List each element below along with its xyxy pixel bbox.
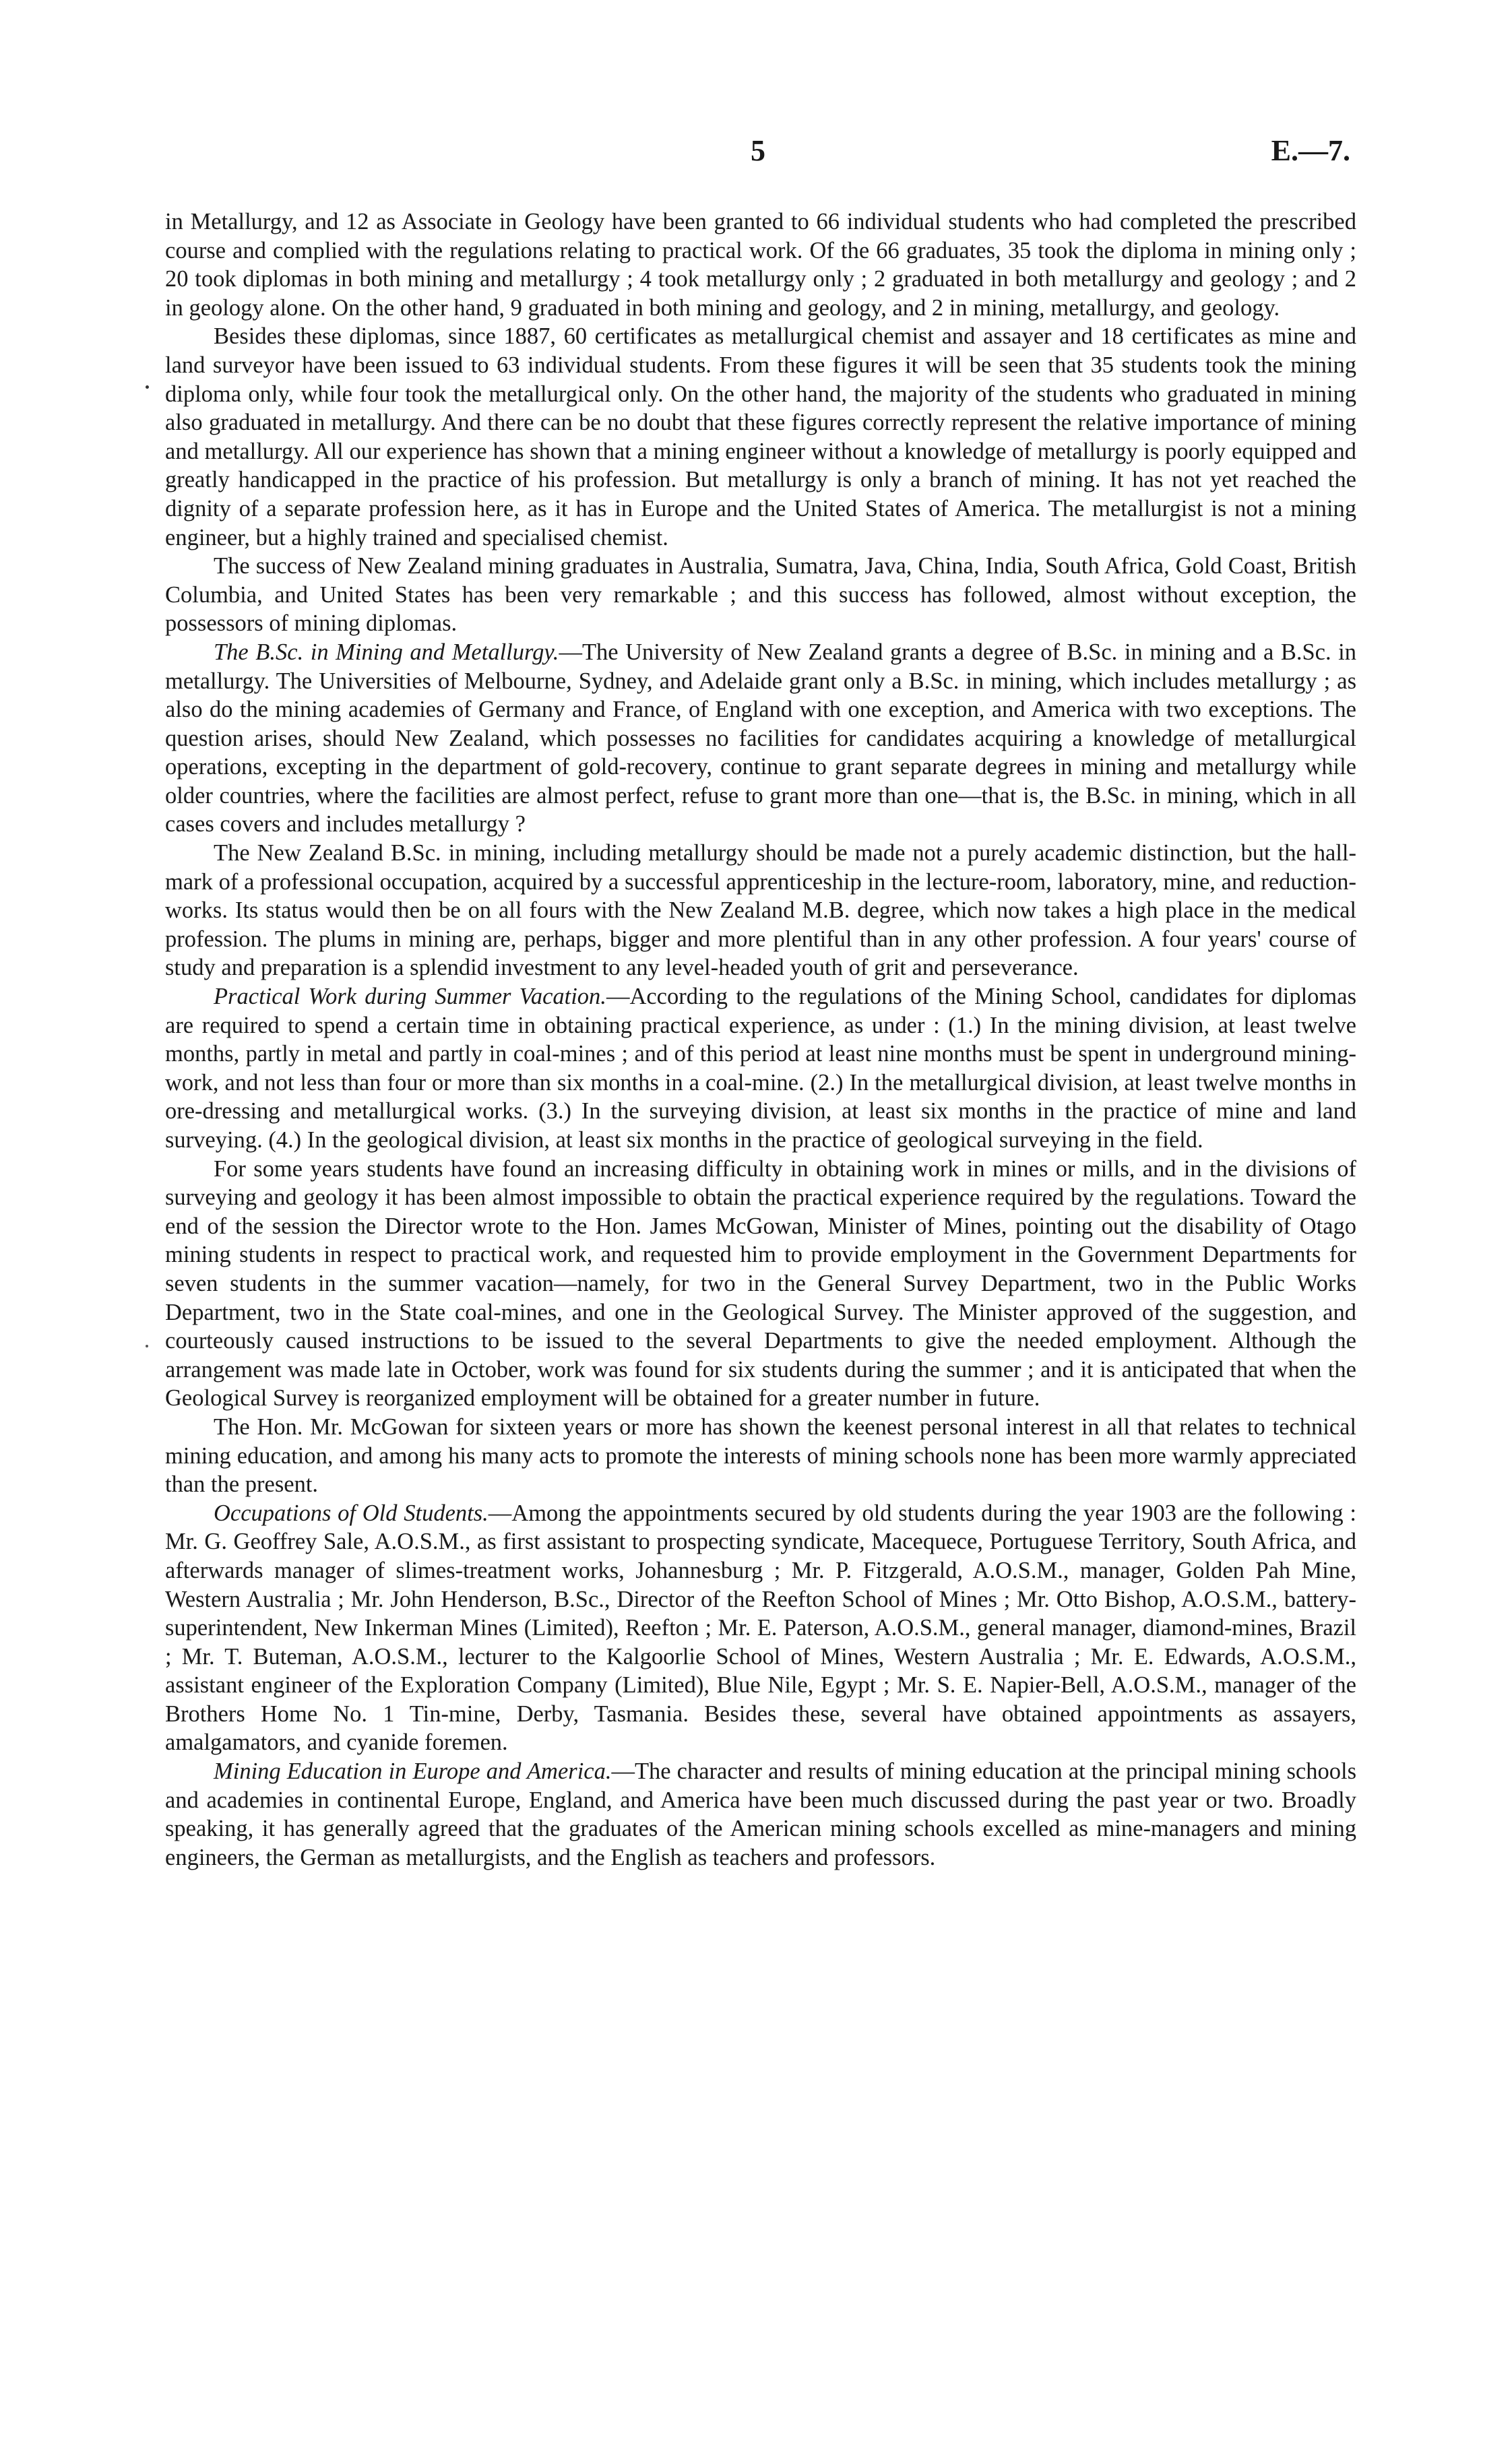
paragraph-certificates: Besides these diplomas, since 1887, 60 certificates as metallurgical chemist and assayer and 18 certificates as mine and land surveyor have been issued to 63 individual students. From these figures it will be seen that 35 students took the mining diploma only, while four took the metallurgical only. On the other hand, the majority of the students who graduated in mining also graduated in metallurgy. And there can be no doubt that these figures correctly represent the relative importance of mining and metallurgy. All our experience has shown that a mining engineer without a knowledge of metallurgy is poorly equipped and greatly handicapped in the practice of his profession. But metallurgy is only a branch of mining. It has not yet reached the dignity of a separate profession here, as it has in Europe and the United States of America. The metallurgist is not a mining engineer, but a highly trained and specialised chemist. xyxy=(165,323,1356,550)
page-header xyxy=(0,133,1512,181)
paragraph-nz-bsc: The New Zealand B.Sc. in mining, including metallurgy should be made not a purely academic distinction, but the hall-mark of a professional occupation, acquired by a successful apprenticeship in the lecture-room, laboratory, mine, and reduction-works. Its status would then be on all fours with the New Zealand M.B. degree, which now takes a high place in the medical profession. The plums in mining are, perhaps, bigger and more plentiful than in any other profession. A four years' course of study and preparation is a splendid investment to any level-headed youth of grit and perseverance. xyxy=(165,840,1356,981)
paragraph-difficulty: For some years students have found an increasing difficulty in obtaining work in mines or mills, and in the divisions of surveying and geology it has been almost impossible to obtain the practical experience required by the regulations. Toward the end of the session the Director wrote to the Hon. James McGowan, Minister of Mines, pointing out the disability of Otago mining students in respect to practical work, and requested him to provide employment in the Government Departments for seven students in the summer vacation—namely, for two in the General Survey Department, two in the Public Works Department, two in the State coal-mines, and one in the Geological Survey. The Minister approved of the suggestion, and courteously caused instructions to be issued to the several Departments to give the needed employment. Although the arrangement was made late in October, work was found for six students during the summer ; and it is anticipated that when the Geological Survey is reorganized employment will be obtained for a greater number in future. xyxy=(165,1155,1356,1411)
paragraph-mcgowan: The Hon. Mr. McGowan for sixteen years or more has shown the keenest personal interest in all that relates to technical mining education, and among his many acts to promote the interests of mining schools none has been more warmly appreciated than the present. xyxy=(165,1414,1356,1498)
section-heading-bsc: The B.Sc. in Mining and Metallurgy. xyxy=(214,639,559,665)
paragraph-success: The success of New Zealand mining graduates in Australia, Sumatra, Java, China, India, South Africa, Gold Coast, British Columbia, and United States has been very remarkable ; and this success has followed, almost without exception, the possessors of mining diplomas. xyxy=(165,553,1356,637)
paragraph-bsc-text: —The University of New Zealand grants a degree of B.Sc. in mining and a B.Sc. in metallurgy. The Universities of Melbourne, Sydney, and Adelaide grant only a B.Sc. in mining, which includes metallurgy ; as also do the mining academies of Germany and France, of England with one exception, and America with two exceptions. The question arises, should New Zealand, which possesses no facilities for candidates acquiring a knowledge of metallurgical operations, excepting in the department of gold-recovery, continue to grant separate degrees in mining and metallurgy while older countries, where the facilities are almost perfect, refuse to grant more than one—that is, the B.Sc. in mining, which in all cases covers and includes metallurgy ? xyxy=(165,639,1356,837)
paragraph-bsc-degree xyxy=(165,638,1356,839)
paragraph-practical-work-text: —According to the regulations of the Mining School, candidates for diplomas are required to spend a certain time in obtaining practical experience, as under : (1.) In the mining division, at least twelve months, partly in metal and partly in coal-mines ; and of this period at least nine months must be spent in underground mining-work, and not less than four or more than six months in a coal-mine. (2.) In the metallurgical division, at least twelve months in ore-dressing and metallurgical works. (3.) In the surveying division, at least six months in the practice of mine and land surveying. (4.) In the geological division, at least six months in the practice of geological surveying in the field. xyxy=(165,984,1356,1153)
paragraph-old-students-text: —Among the appointments secured by old students during the year 1903 are the following : Mr. G. Geoffrey Sale, A.O.S.M., as first assistant to prospecting syndicate, Macequece, Portuguese Territory, South Africa, and afterwards manager of slimes-treatment works, Johannesburg ; Mr. P. Fitzgerald, A.O.S.M., manager, Golden Pah Mine, Western Australia ; Mr. John Henderson, B.Sc., Director of the Reefton School of Mines ; Mr. Otto Bishop, A.O.S.M., battery-superintendent, New Inkerman Mines (Limited), Reefton ; Mr. E. Paterson, A.O.S.M., general manager, diamond-mines, Brazil ; Mr. T. Buteman, A.O.S.M., lecturer to the Kalgoorlie School of Mines, Western Australia ; Mr. E. Edwards, A.O.S.M., assistant engineer of the Exploration Company (Limited), Blue Nile, Egypt ; Mr. S. E. Napier-Bell, A.O.S.M., manager of the Brothers Home No. 1 Tin-mine, Derby, Tasmania. Besides these, several have obtained appointments as assayers, amalgamators, and cyanide foremen. xyxy=(165,1500,1356,1756)
paragraph-old-students xyxy=(165,1499,1356,1757)
margin-dot-mark xyxy=(146,1345,148,1347)
report-code: E.—7. xyxy=(1271,134,1350,167)
section-heading-practical-work: Practical Work during Summer Vacation. xyxy=(214,984,606,1010)
page-number: 5 xyxy=(751,134,765,167)
paragraph-practical-work xyxy=(165,982,1356,1155)
paragraph-graduates: in Metallurgy, and 12 as Associate in Geology have been granted to 66 individual students who had completed the prescribed course and complied with the regulations relating to practical work. Of the 66 graduates, 35 took the diploma in mining only ; 20 took diplomas in both mining and metallurgy ; 4 took metallurgy only ; 2 graduated in both metallurgy and geology ; and 2 in geology alone. On the other hand, 9 graduated in both mining and geology, and 2 in mining, metallurgy, and geology. xyxy=(165,209,1356,321)
body-text xyxy=(165,208,1356,1872)
paragraph-mining-education xyxy=(165,1757,1356,1872)
section-heading-mining-education: Mining Education in Europe and America. xyxy=(214,1758,612,1785)
paragraph-mining-education-text: —The character and results of mining education at the principal mining schools and academies in continental Europe, England, and America have been much discussed during the past year or two. Broadly speaking, it has generally agreed that the graduates of the American mining schools excelled as mine-managers and mining engineers, the German as metallurgists, and the English as teachers and professors. xyxy=(165,1758,1356,1870)
margin-bullet-mark xyxy=(146,385,149,389)
section-heading-old-students: Occupations of Old Students. xyxy=(214,1500,489,1526)
